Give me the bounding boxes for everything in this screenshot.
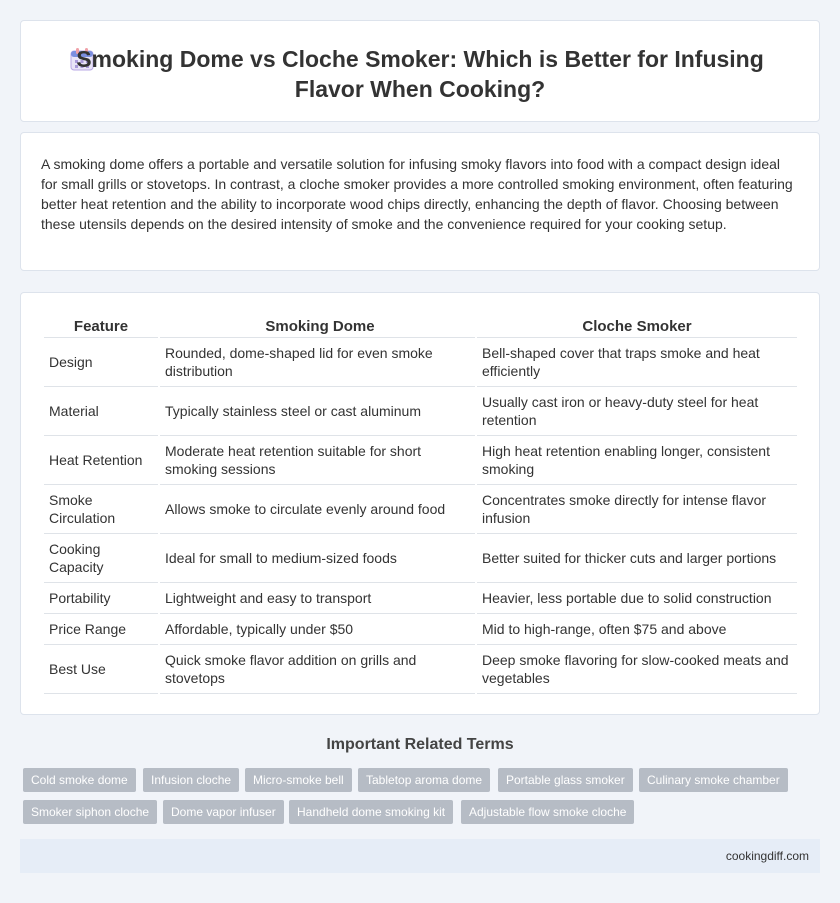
row-feature: Portability [44, 583, 158, 614]
table-row [44, 645, 797, 694]
row-smoking-dome: Moderate heat retention suitable for short smoking sessions [160, 436, 475, 485]
related-tag[interactable]: Micro-smoke bell [245, 768, 352, 792]
comparison-card [20, 292, 820, 715]
related-tag[interactable]: Adjustable flow smoke cloche [461, 800, 634, 824]
related-tag[interactable]: Cold smoke dome [23, 768, 136, 792]
header-cloche-smoker: Cloche Smoker [477, 316, 797, 338]
related-tag[interactable]: Culinary smoke chamber [639, 768, 788, 792]
row-cloche-smoker: Usually cast iron or heavy-duty steel for heat retention [477, 387, 797, 436]
table-row [44, 387, 797, 436]
row-smoking-dome: Rounded, dome-shaped lid for even smoke distribution [160, 338, 475, 387]
row-smoking-dome: Typically stainless steel or cast aluminum [160, 387, 475, 436]
row-smoking-dome: Quick smoke flavor addition on grills and stovetops [160, 645, 475, 694]
related-tag[interactable]: Handheld dome smoking kit [289, 800, 453, 824]
related-tag[interactable]: Infusion cloche [143, 768, 239, 792]
related-tag[interactable]: Dome vapor infuser [163, 800, 284, 824]
row-feature: Price Range [44, 614, 158, 645]
related-tag[interactable]: Portable glass smoker [498, 768, 633, 792]
row-cloche-smoker: Deep smoke flavoring for slow-cooked meats and vegetables [477, 645, 797, 694]
page-title-line1: Smoking Dome vs Cloche Smoker: Which is Better for Infusing [76, 46, 764, 72]
row-feature: Design [44, 338, 158, 387]
table-row [44, 614, 797, 645]
intro-paragraph: A smoking dome offers a portable and versatile solution for infusing smoky flavors into food with a compact design ideal for small grills or stovetops. In contrast, a cloche smoker provides a more controlled smoking environment, often featuring better heat retention and the ability to incorporate wood chips directly, enhancing the depth of flavor. Choosing between these utensils depends on the desired intensity of smoke and the convenience required for your cooking setup. [41, 156, 793, 232]
comparison-table [42, 316, 799, 694]
table-row [44, 485, 797, 534]
table-row [44, 338, 797, 387]
footer-site-link[interactable]: cookingdiff.com [725, 849, 809, 863]
page-title [21, 44, 819, 104]
table-header-row [44, 316, 797, 338]
table-row [44, 534, 797, 583]
row-feature: Smoke Circulation [44, 485, 158, 534]
row-cloche-smoker: Bell-shaped cover that traps smoke and heat efficiently [477, 338, 797, 387]
related-tag[interactable]: Tabletop aroma dome [358, 768, 490, 792]
header-feature: Feature [44, 316, 158, 338]
header-card [20, 20, 820, 122]
table-row [44, 436, 797, 485]
related-tag[interactable]: Smoker siphon cloche [23, 800, 157, 824]
row-cloche-smoker: Mid to high-range, often $75 and above [477, 614, 797, 645]
row-cloche-smoker: Better suited for thicker cuts and larger portions [477, 534, 797, 583]
header-smoking-dome: Smoking Dome [160, 316, 475, 338]
row-cloche-smoker: Heavier, less portable due to solid construction [477, 583, 797, 614]
page-title-line2: Flavor When Cooking? [294, 76, 546, 102]
row-cloche-smoker: High heat retention enabling longer, consistent smoking [477, 436, 797, 485]
row-smoking-dome: Affordable, typically under $50 [160, 614, 475, 645]
row-feature: Heat Retention [44, 436, 158, 485]
table-row [44, 583, 797, 614]
row-smoking-dome: Ideal for small to medium-sized foods [160, 534, 475, 583]
related-terms-title: Important Related Terms [326, 736, 514, 753]
intro-card [20, 132, 820, 271]
row-feature: Best Use [44, 645, 158, 694]
row-smoking-dome: Lightweight and easy to transport [160, 583, 475, 614]
row-smoking-dome: Allows smoke to circulate evenly around food [160, 485, 475, 534]
row-feature: Material [44, 387, 158, 436]
row-feature: Cooking Capacity [44, 534, 158, 583]
row-cloche-smoker: Concentrates smoke directly for intense flavor infusion [477, 485, 797, 534]
footer [20, 839, 820, 873]
